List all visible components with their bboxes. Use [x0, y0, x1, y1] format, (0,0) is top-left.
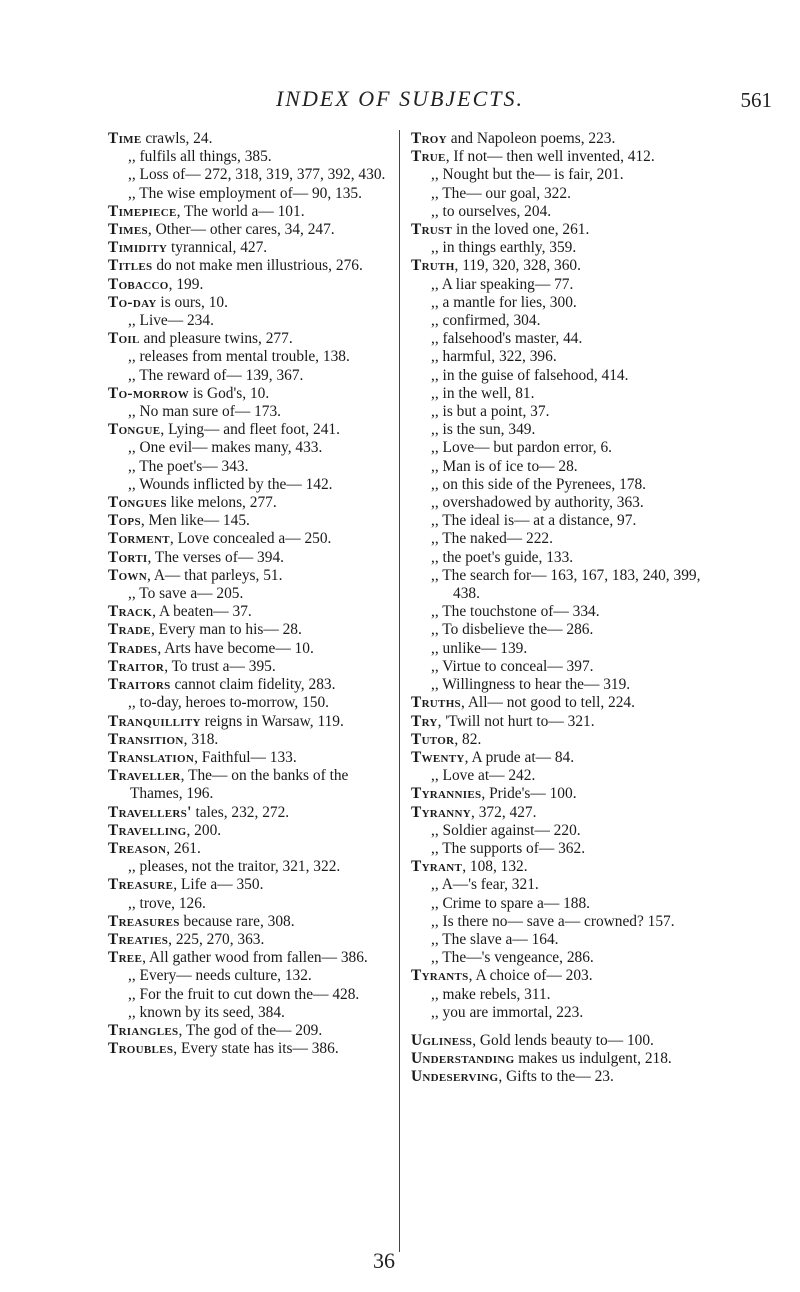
entry-keyword: Tongues	[108, 494, 167, 512]
entry-text: , Every state has its— 386.	[173, 1040, 339, 1058]
index-entry	[108, 676, 390, 694]
entry-text: , 261.	[166, 839, 201, 857]
index-entry	[108, 239, 390, 257]
entry-text: ,, The slave a— 164.	[431, 930, 559, 948]
index-entry	[108, 913, 390, 931]
entry-text: ,, a mantle for lies, 300.	[431, 293, 577, 311]
index-entry	[411, 731, 707, 749]
entry-text: , Arts have become— 10.	[157, 639, 314, 657]
entry-text: ,, No man sure of— 173.	[128, 403, 282, 421]
index-entry	[411, 221, 707, 239]
entry-text: in the loved one, 261.	[452, 221, 590, 239]
entry-text: ,, The supports of— 362.	[431, 839, 586, 857]
index-entry	[108, 840, 390, 858]
entry-keyword: Travelling	[108, 821, 187, 839]
index-subentry	[411, 895, 707, 913]
index-entry	[108, 294, 390, 312]
index-subentry	[411, 913, 707, 931]
index-column-left	[108, 130, 390, 1058]
index-subentry	[411, 986, 707, 1004]
entry-text: ,, pleases, not the traitor, 321, 322.	[128, 858, 341, 876]
index-entry	[108, 804, 390, 822]
index-subentry	[108, 367, 390, 385]
index-subentry	[411, 549, 707, 567]
entry-text: ,, confirmed, 304.	[431, 312, 541, 330]
entry-keyword: Tyrants	[411, 967, 469, 985]
entry-text: , The— on the banks of the Thames, 196.	[130, 767, 349, 803]
index-subentry	[411, 949, 707, 967]
index-entry	[108, 567, 390, 585]
signature-mark: 36	[373, 1248, 395, 1273]
index-entry	[108, 713, 390, 731]
entry-keyword: Trust	[411, 221, 453, 239]
entry-text: , 200.	[186, 821, 222, 839]
entry-text: because rare, 308.	[179, 912, 295, 930]
entry-gap	[411, 1022, 707, 1032]
index-entry	[411, 148, 707, 166]
entry-keyword: Tyrannies	[411, 785, 482, 803]
entry-keyword: Transition	[108, 730, 184, 748]
index-subentry	[411, 603, 707, 621]
entry-text: ,, Wounds inflicted by the— 142.	[128, 475, 333, 493]
entry-keyword: Torti	[108, 548, 148, 566]
entry-keyword: Titles	[108, 257, 153, 275]
entry-keyword: True	[411, 148, 446, 166]
entry-text: , 318.	[183, 730, 219, 748]
entry-keyword: Timepiece	[108, 202, 177, 220]
index-entry	[108, 1022, 390, 1040]
entry-text: ,, The reward of— 139, 367.	[128, 366, 304, 384]
entry-text: makes us indulgent, 218.	[514, 1050, 672, 1068]
entry-text: cannot claim fidelity, 283.	[170, 676, 336, 694]
index-subentry	[411, 822, 707, 840]
entry-text: ,, Virtue to conceal— 397.	[431, 657, 594, 675]
entry-text: ,, overshadowed by authority, 363.	[431, 494, 644, 512]
index-entry	[108, 931, 390, 949]
index-subentry	[108, 148, 390, 166]
entry-text: , Life a— 350.	[173, 876, 264, 894]
entry-keyword: Tops	[108, 512, 141, 530]
entry-text: tales, 232, 272.	[191, 803, 290, 821]
entry-keyword: Try	[411, 712, 438, 730]
entry-text: is God's, 10.	[189, 384, 270, 402]
index-entry	[108, 221, 390, 239]
index-subentry	[108, 895, 390, 913]
entry-text: ,, in things earthly, 359.	[431, 239, 577, 257]
index-entry	[411, 858, 707, 876]
entry-keyword: Understanding	[411, 1050, 515, 1068]
index-subentry	[108, 458, 390, 476]
index-subentry	[411, 367, 707, 385]
index-entry	[411, 1050, 707, 1068]
entry-text: ,, to ourselves, 204.	[431, 202, 552, 220]
index-entry	[108, 549, 390, 567]
entry-text: ,, For the fruit to cut down the— 428.	[128, 985, 360, 1003]
entry-keyword: Timidity	[108, 239, 168, 257]
entry-text: ,, The naked— 222.	[431, 530, 553, 548]
entry-text: is ours, 10.	[156, 293, 228, 311]
index-entry	[108, 876, 390, 894]
index-subentry	[411, 530, 707, 548]
entry-text: ,, Every— needs culture, 132.	[128, 967, 312, 985]
entry-text: ,, Nought but the— is fair, 201.	[431, 166, 624, 184]
entry-text: like melons, 277.	[166, 494, 277, 512]
entry-text: and pleasure twins, 277.	[139, 330, 293, 348]
entry-text: , To trust a— 395.	[164, 657, 276, 675]
entry-text: do not make men illustrious, 276.	[152, 257, 363, 275]
entry-text: ,, Soldier against— 220.	[431, 821, 581, 839]
entry-text: ,, make rebels, 311.	[431, 985, 551, 1003]
index-entry	[108, 257, 390, 275]
entry-text: , Gold lends beauty to— 100.	[472, 1031, 654, 1049]
index-entry	[108, 621, 390, 639]
index-subentry	[411, 294, 707, 312]
entry-text: ,, in the well, 81.	[431, 384, 535, 402]
index-entry	[108, 130, 390, 148]
entry-text: ,, to-day, heroes to-morrow, 150.	[128, 694, 330, 712]
entry-keyword: Treasures	[108, 912, 180, 930]
index-entry	[108, 512, 390, 530]
entry-text: ,, The touchstone of— 334.	[431, 603, 600, 621]
index-subentry	[108, 986, 390, 1004]
entry-keyword: Triangles	[108, 1021, 179, 1039]
entry-keyword: Translation	[108, 748, 195, 766]
entry-text: , 372, 427.	[471, 803, 537, 821]
entry-text: and Napoleon poems, 223.	[446, 130, 616, 147]
index-subentry	[411, 421, 707, 439]
entry-text: , Other— other cares, 34, 247.	[147, 221, 335, 239]
entry-text: , The verses of— 394.	[147, 548, 284, 566]
index-subentry	[411, 931, 707, 949]
index-entry	[411, 749, 707, 767]
entry-keyword: Troy	[411, 130, 447, 147]
index-entry	[411, 804, 707, 822]
entry-text: , A— that parleys, 51.	[146, 566, 283, 584]
index-entry	[108, 949, 390, 967]
entry-text: ,, is but a point, 37.	[431, 403, 550, 421]
entry-text: ,, A—'s fear, 321.	[431, 876, 539, 894]
index-subentry	[411, 276, 707, 294]
entry-keyword: Tyranny	[411, 803, 472, 821]
entry-keyword: Tyrant	[411, 858, 463, 876]
index-subentry	[411, 767, 707, 785]
entry-text: , 199.	[168, 275, 204, 293]
index-entry	[411, 257, 707, 275]
entry-text: , 225, 270, 363.	[168, 930, 265, 948]
index-subentry	[411, 330, 707, 348]
entry-text: , 119, 320, 328, 360.	[454, 257, 581, 275]
entry-keyword: Torment	[108, 530, 170, 548]
index-entry	[108, 330, 390, 348]
entry-keyword: Troubles	[108, 1040, 174, 1058]
entry-keyword: Tongue	[108, 421, 161, 439]
index-entry	[108, 603, 390, 621]
index-entry	[108, 731, 390, 749]
index-subentry	[411, 348, 707, 366]
entry-text: ,, The ideal is— at a distance, 97.	[431, 512, 637, 530]
entry-text: crawls, 24.	[141, 130, 213, 147]
index-subentry	[108, 312, 390, 330]
entry-keyword: Trades	[108, 639, 158, 657]
index-subentry	[411, 658, 707, 676]
index-subentry	[411, 166, 707, 184]
index-subentry	[108, 585, 390, 603]
entry-text: , The world a— 101.	[176, 202, 305, 220]
entry-text: ,, Loss of— 272, 318, 319, 377, 392, 430.	[128, 166, 386, 184]
entry-text: ,, To save a— 205.	[128, 585, 244, 603]
index-subentry	[108, 403, 390, 421]
index-subentry	[411, 494, 707, 512]
entry-text: ,, releases from mental trouble, 138.	[128, 348, 350, 366]
entry-keyword: Tree	[108, 949, 143, 967]
entry-text: , Pride's— 100.	[481, 785, 577, 803]
index-subentry	[411, 640, 707, 658]
entry-keyword: Truth	[411, 257, 455, 275]
entry-text: ,, The wise employment of— 90, 135.	[128, 184, 362, 202]
entry-text: , 108, 132.	[462, 858, 528, 876]
index-entry	[108, 276, 390, 294]
entry-text: ,, The—'s vengeance, 286.	[431, 949, 594, 967]
index-entry	[108, 822, 390, 840]
entry-text: ,, fulfils all things, 385.	[128, 148, 272, 166]
entry-keyword: Traitors	[108, 676, 171, 694]
index-subentry	[411, 476, 707, 494]
entry-text: , A prude at— 84.	[464, 748, 575, 766]
entry-keyword: Town	[108, 566, 147, 584]
entry-text: , 82.	[454, 730, 482, 748]
entry-text: ,, One evil— makes many, 433.	[128, 439, 323, 457]
index-subentry	[411, 512, 707, 530]
entry-keyword: Traitor	[108, 657, 165, 675]
entry-keyword: To-day	[108, 293, 157, 311]
entry-text: , Love concealed a— 250.	[169, 530, 332, 548]
index-subentry	[108, 348, 390, 366]
index-entry	[108, 530, 390, 548]
index-subentry	[411, 439, 707, 457]
entry-keyword: Treaties	[108, 930, 169, 948]
index-subentry	[411, 840, 707, 858]
index-subentry	[108, 185, 390, 203]
entry-text: , Men like— 145.	[140, 512, 250, 530]
index-entry	[411, 1068, 707, 1086]
index-subentry	[108, 694, 390, 712]
entry-text: ,, The— our goal, 322.	[431, 184, 571, 202]
index-entry	[108, 203, 390, 221]
index-column-right	[411, 130, 707, 1087]
index-subentry	[411, 621, 707, 639]
page-title: INDEX OF SUBJECTS.	[275, 86, 525, 111]
page-number: 561	[740, 88, 772, 112]
index-entry	[411, 694, 707, 712]
entry-text: , 'Twill not hurt to— 321.	[437, 712, 595, 730]
entry-text: , If not— then well invented, 412.	[445, 148, 655, 166]
entry-text: ,, Willingness to hear the— 319.	[431, 676, 631, 694]
index-subentry	[411, 458, 707, 476]
index-entry	[108, 767, 390, 803]
entry-text: ,, known by its seed, 384.	[128, 1003, 285, 1021]
entry-keyword: Ugliness	[411, 1031, 473, 1049]
entry-text: , All— not good to tell, 224.	[460, 694, 635, 712]
entry-keyword: Undeserving	[411, 1068, 499, 1086]
index-subentry	[411, 567, 707, 603]
entry-keyword: Twenty	[411, 748, 465, 766]
entry-text: , All gather wood from fallen— 386.	[142, 949, 368, 967]
index-subentry	[411, 1004, 707, 1022]
entry-text: ,, The poet's— 343.	[128, 457, 249, 475]
page-header	[0, 86, 800, 114]
entry-text: ,, Live— 234.	[128, 312, 214, 330]
entry-keyword: Traveller	[108, 767, 181, 785]
index-entry	[108, 421, 390, 439]
index-subentry	[108, 439, 390, 457]
index-subentry	[108, 858, 390, 876]
index-subentry	[411, 385, 707, 403]
entry-text: ,, the poet's guide, 133.	[431, 548, 574, 566]
index-subentry	[108, 166, 390, 184]
entry-keyword: To-morrow	[108, 384, 190, 402]
index-subentry	[108, 476, 390, 494]
entry-keyword: Track	[108, 603, 153, 621]
entry-text: ,, you are immortal, 223.	[431, 1003, 584, 1021]
entry-text: , Lying— and fleet foot, 241.	[160, 421, 340, 439]
entry-keyword: Tobacco	[108, 275, 169, 293]
entry-text: , The god of the— 209.	[178, 1021, 323, 1039]
index-subentry	[108, 1004, 390, 1022]
column-divider	[399, 130, 400, 1252]
index-subentry	[108, 967, 390, 985]
entry-text: , A beaten— 37.	[152, 603, 252, 621]
index-subentry	[411, 676, 707, 694]
entry-text: , Every man to his— 28.	[150, 621, 302, 639]
index-subentry	[411, 185, 707, 203]
entry-text: ,, A liar speaking— 77.	[431, 275, 574, 293]
entry-text: reigns in Warsaw, 119.	[200, 712, 344, 730]
entry-text: ,, is the sun, 349.	[431, 421, 536, 439]
index-entry	[108, 749, 390, 767]
entry-keyword: Toil	[108, 330, 140, 348]
index-entry	[108, 1040, 390, 1058]
entry-text: , A choice of— 203.	[468, 967, 593, 985]
entry-text: , Faithful— 133.	[194, 748, 297, 766]
entry-keyword: Treasure	[108, 876, 174, 894]
index-entry	[411, 130, 707, 148]
entry-keyword: Time	[108, 130, 142, 147]
entry-text: ,, falsehood's master, 44.	[431, 330, 583, 348]
entry-text: ,, Crime to spare a— 188.	[431, 894, 591, 912]
entry-text: ,, Man is of ice to— 28.	[431, 457, 578, 475]
index-entry	[108, 494, 390, 512]
entry-keyword: Tranquillity	[108, 712, 201, 730]
entry-keyword: Trade	[108, 621, 151, 639]
index-entry	[108, 658, 390, 676]
entry-keyword: Travellers'	[108, 803, 192, 821]
entry-text: ,, Love at— 242.	[431, 767, 536, 785]
index-entry	[411, 1032, 707, 1050]
index-entry	[108, 640, 390, 658]
entry-keyword: Times	[108, 221, 148, 239]
index-subentry	[411, 403, 707, 421]
index-entry	[411, 713, 707, 731]
entry-text: ,, harmful, 322, 396.	[431, 348, 557, 366]
entry-keyword: Tutor	[411, 730, 455, 748]
index-subentry	[411, 312, 707, 330]
entry-text: , Gifts to the— 23.	[498, 1068, 614, 1086]
entry-text: ,, unlike— 139.	[431, 639, 528, 657]
index-subentry	[411, 203, 707, 221]
index-entry	[411, 785, 707, 803]
entry-text: ,, Love— but pardon error, 6.	[431, 439, 613, 457]
entry-text: ,, in the guise of falsehood, 414.	[431, 366, 629, 384]
entry-text: ,, Is there no— save a— crowned? 157.	[431, 912, 675, 930]
entry-text: ,, To disbelieve the— 286.	[431, 621, 594, 639]
entry-text: ,, trove, 126.	[128, 894, 206, 912]
index-subentry	[411, 876, 707, 894]
index-entry	[411, 967, 707, 985]
index-subentry	[411, 239, 707, 257]
entry-text: ,, on this side of the Pyrenees, 178.	[431, 475, 647, 493]
entry-text: tyrannical, 427.	[167, 239, 268, 257]
index-entry	[108, 385, 390, 403]
entry-keyword: Treason	[108, 839, 167, 857]
entry-text: ,, The search for— 163, 167, 183, 240, 399, 438.	[431, 566, 701, 603]
entry-keyword: Truths	[411, 694, 461, 712]
